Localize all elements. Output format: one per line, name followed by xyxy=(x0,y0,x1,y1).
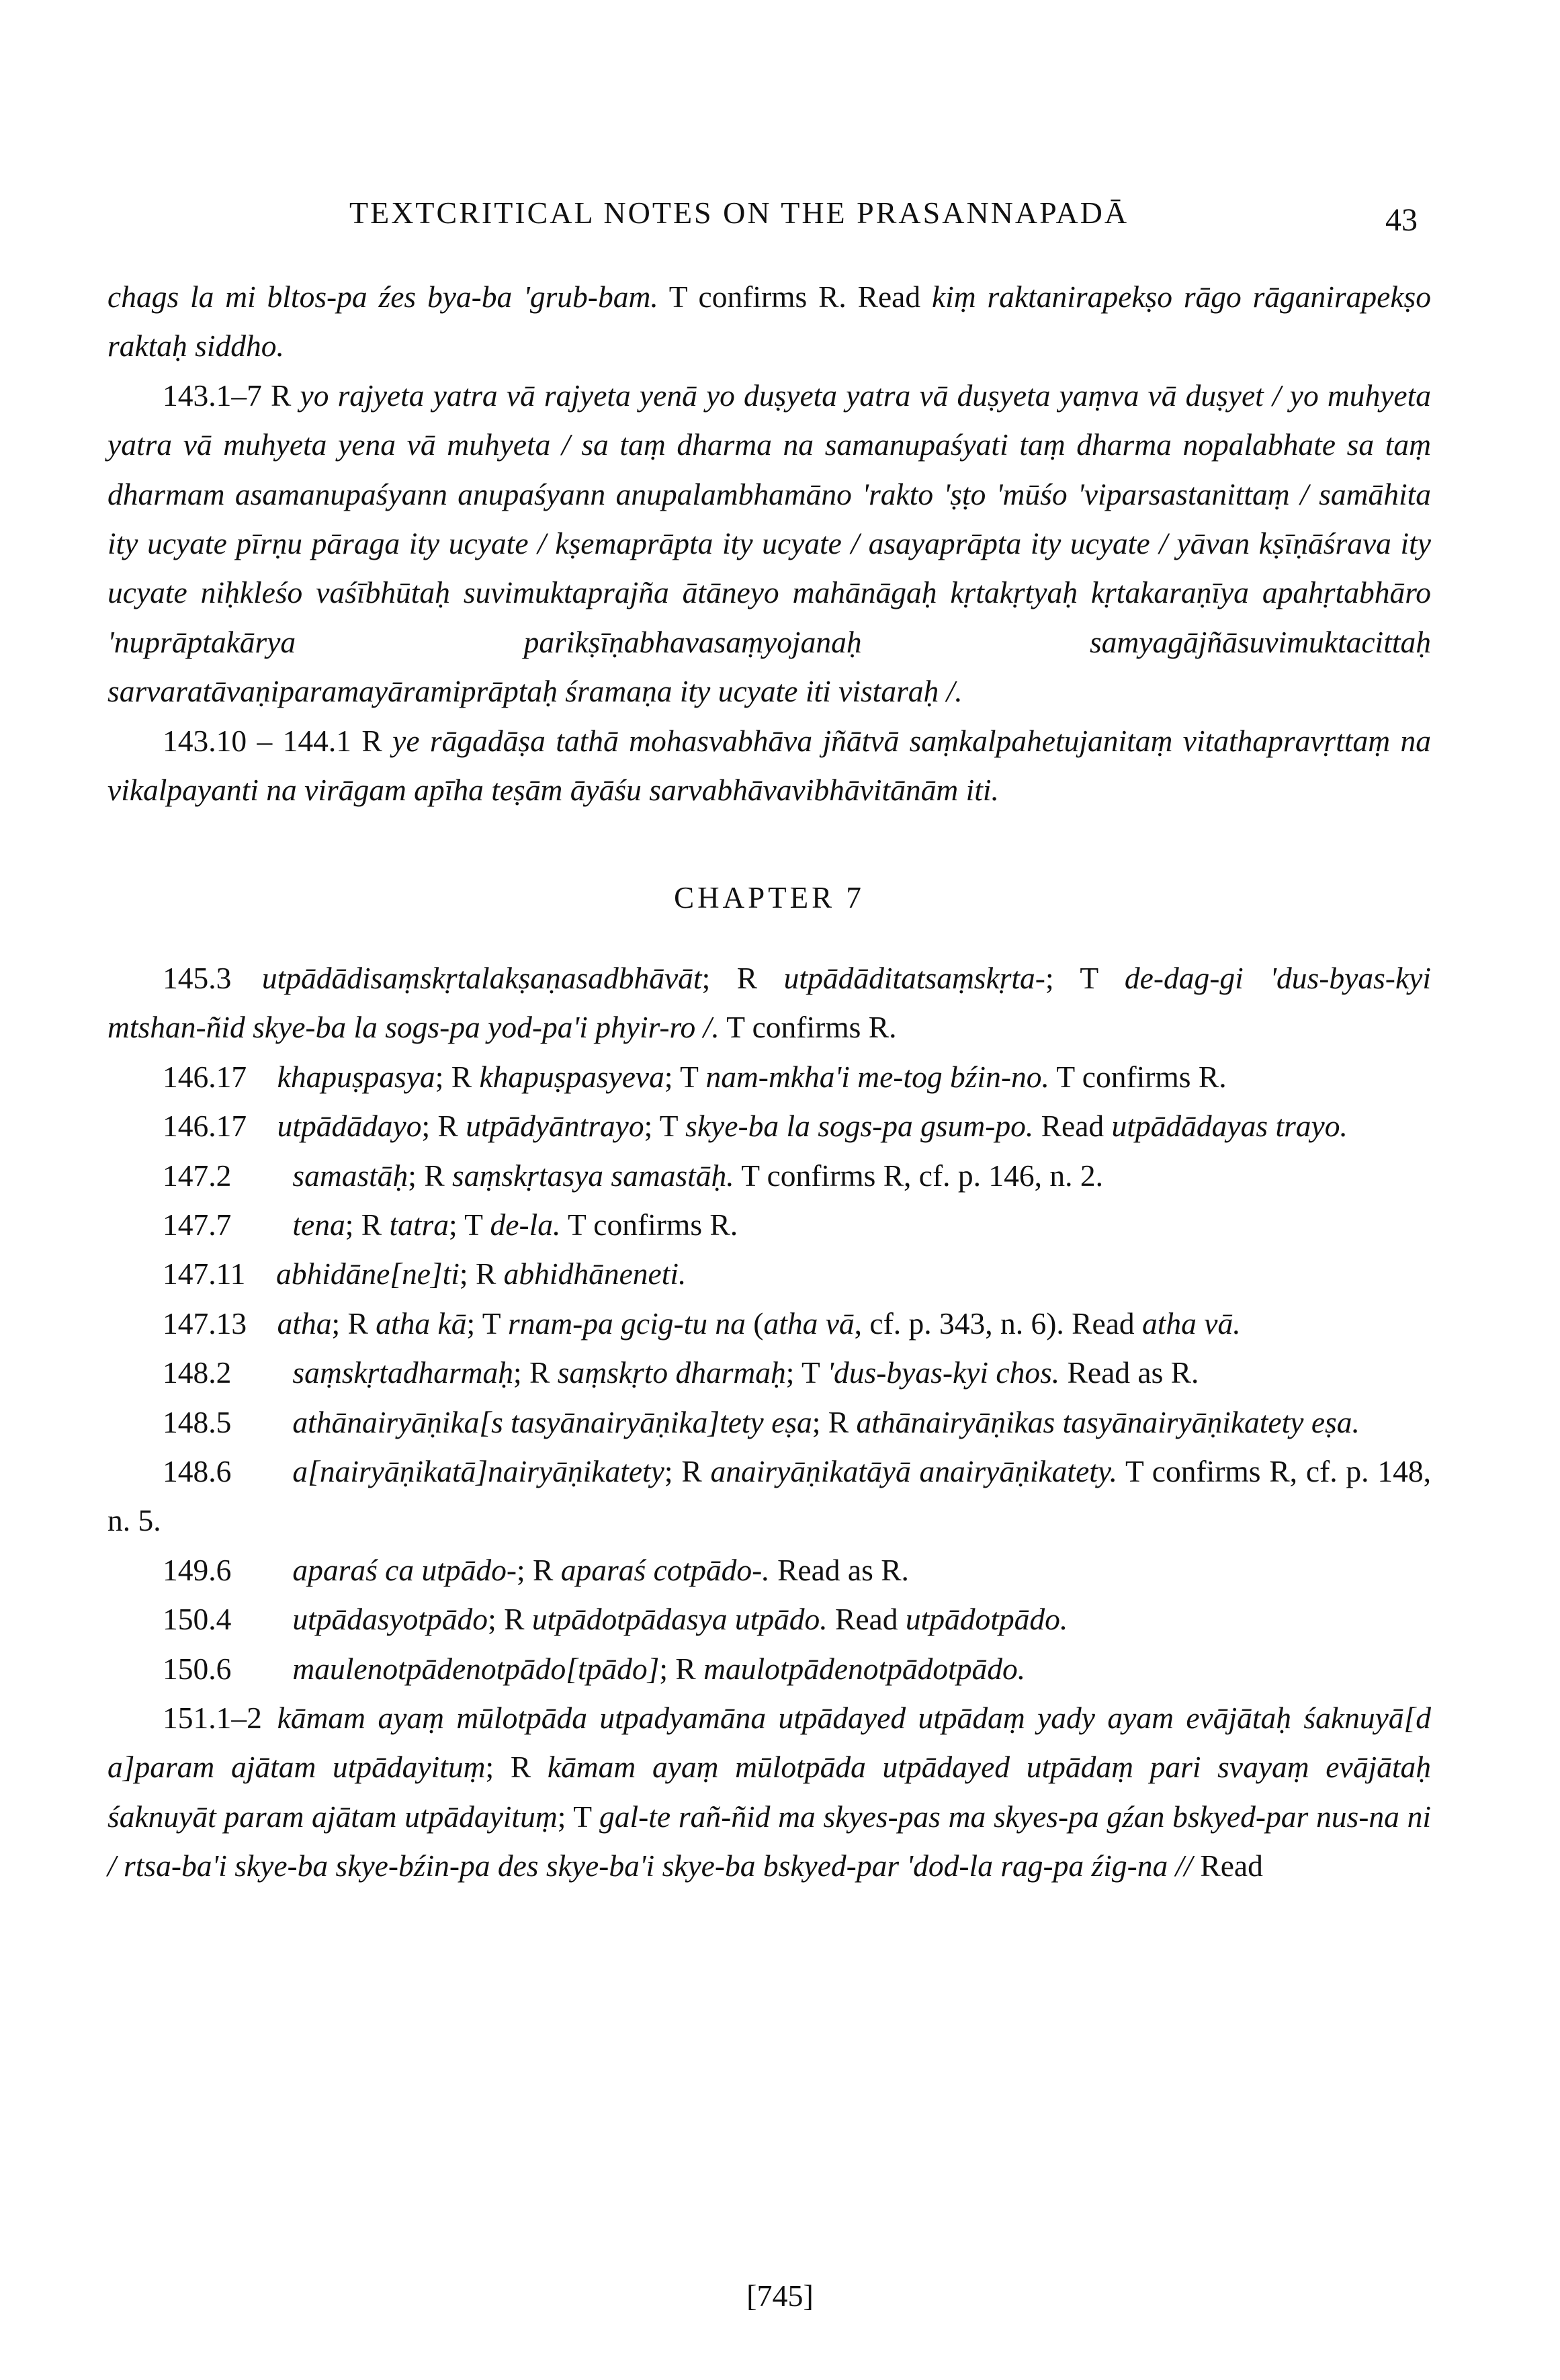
note-locator: 147.11 xyxy=(163,1257,246,1291)
note-locator: 148.6 xyxy=(163,1453,232,1488)
note-continuation: chags la mi bltos-pa źes bya-ba 'grub-bam. T confirms R. Read kiṃ raktanirapekṣo rāgo rāganirapekṣo raktaḥ siddho. xyxy=(107,280,1432,364)
note-148-2: 148.2 saṃskṛtadharmaḥ; R saṃskṛto dharmaḥ; T 'dus-byas-kyi chos. Read as R. xyxy=(163,1355,1199,1390)
note-147-2: 147.2 samastāḥ; R saṃskṛtasya samastāḥ. T confirms R, cf. p. 146, n. 2. xyxy=(163,1158,1104,1193)
note-locator: 147.7 xyxy=(163,1207,232,1242)
note-148-6: 148.6 a[nairyāṇikatā]nairyāṇikatety; R anairyāṇikatāyā anairyāṇikatety. T confirms R, cf. p. 148, n. 5. xyxy=(107,1453,1431,1538)
folio-number: [745] xyxy=(746,2279,814,2313)
note-143-10: 143.10 – 144.1 R ye rāgadāṣa tathā mohasvabhāva jñātvā saṃkalpahetujanitaṃ vitathapravṛttaṃ na vikalpayanti na virāgam apīha teṣām āyāśu sarvabhāvavibhāvitānām iti. xyxy=(107,723,1432,808)
note-locator: 148.2 xyxy=(163,1355,232,1390)
chapter-heading: CHAPTER 7 xyxy=(674,881,865,915)
note-locator: 150.4 xyxy=(163,1602,232,1637)
note-147-7: 147.7 tena; R tatra; T de-la. T confirms R. xyxy=(163,1207,738,1242)
note-146-17-b: 146.17 utpādādayo; R utpādyāntrayo; T skye-ba la sogs-pa gsum-po. Read utpādādayas trayo. xyxy=(163,1109,1348,1144)
note-locator: 146.17 xyxy=(163,1059,247,1094)
note-148-5: 148.5 athānairyāṇika[s tasyānairyāṇika]tety eṣa; R athānairyāṇikas tasyānairyāṇikatety eṣa. xyxy=(163,1404,1360,1439)
note-147-13: 147.13 atha; R atha kā; T rnam-pa gcig-tu na (atha vā, cf. p. 343, n. 6). Read atha vā. xyxy=(163,1306,1241,1341)
page-header xyxy=(107,195,1418,249)
notes-body xyxy=(107,272,1431,1891)
note-151-1-2: 151.1–2 kāmam ayaṃ mūlotpāda utpadyamāna utpādayed utpādaṃ yady ayam evājātaḥ śaknuyā[d a]param ajātam utpādayituṃ; R kāmam ayaṃ mūlotpāda utpādayed utpādaṃ pari svayaṃ evājātaḥ śaknuyāt param ajātam utpādayituṃ; T gal-te rañ-ñid ma skyes-pas ma skyes-pa gźan bskyed-par nus-na ni / rtsa-ba'i skye-ba skye-bźin-pa des skye-ba'i skye-ba bskyed-par 'dod-la rag-pa źig-na // Read xyxy=(107,1700,1431,1883)
note-locator: 147.13 xyxy=(163,1306,247,1341)
page-number: 43 xyxy=(1385,202,1418,238)
note-locator: 151.1–2 xyxy=(163,1700,262,1735)
note-locator: 146.17 xyxy=(163,1109,247,1144)
note-locator: 143.1–7 xyxy=(163,378,262,413)
note-146-17-a: 146.17 khapuṣpasya; R khapuṣpasyeva; T nam-mkha'i me-tog bźin-no. T confirms R. xyxy=(163,1059,1227,1094)
note-150-4: 150.4 utpādasyotpādo; R utpādotpādasya utpādo. Read utpādotpādo. xyxy=(163,1602,1068,1637)
running-head: TEXTCRITICAL NOTES ON THE PRASANNAPADĀ xyxy=(349,196,1129,230)
note-150-6: 150.6 maulenotpādenotpādo[tpādo]; R maulotpādenotpādotpādo. xyxy=(163,1651,1026,1686)
note-locator: 150.6 xyxy=(163,1651,232,1686)
note-145-3: 145.3 utpādādisaṃskṛtalakṣaṇasadbhāvāt; R utpādāditatsaṃskṛta-; T de-dag-gi 'dus-byas-kyi mtshan-ñid skye-ba la sogs-pa yod-pa'i phyir-ro /. T confirms R. xyxy=(107,960,1431,1045)
note-143-1-7: 143.1–7 R yo rajyeta yatra vā rajyeta yenā yo duṣyeta yatra vā duṣyeta yaṃva vā duṣyet / yo muhyeta yatra vā muhyeta yena vā muhyeta / sa taṃ dharma na samanupaśyati taṃ dharma nopalabhate sa taṃ dharmam asamanupaśyann anupaśyann anupalambhamāno 'rakto 'ṣṭo 'mūśo 'viparsastanittaṃ / samāhita ity ucyate pīrṇu pāraga ity ucyate / kṣemaprāpta ity ucyate / asayaprāpta ity ucyate / yāvan kṣīṇāśrava ity ucyate niḥkleśo vaśībhūtaḥ suvimuktaprajña ātāneyo mahānāgaḥ kṛtakṛtyaḥ kṛtakaraṇīya apahṛtabhāro 'nuprāptakārya parikṣīṇabhavasaṃyojanaḥ samyagājñāsuvimuktacittaḥ sarvaratāvaṇiparamayāramiprāptaḥ śramaṇa ity ucyate iti vistaraḥ /. xyxy=(107,378,1431,709)
note-locator: 147.2 xyxy=(163,1158,232,1193)
note-147-11: 147.11 abhidāne[ne]ti; R abhidhāneneti. xyxy=(163,1257,687,1291)
note-locator: 148.5 xyxy=(163,1404,232,1439)
note-149-6: 149.6 aparaś ca utpādo-; R aparaś cotpādo-. Read as R. xyxy=(163,1552,909,1587)
note-locator: 149.6 xyxy=(163,1552,232,1587)
note-locator: 143.10 – 144.1 xyxy=(163,723,352,758)
note-locator: 145.3 xyxy=(163,960,232,995)
